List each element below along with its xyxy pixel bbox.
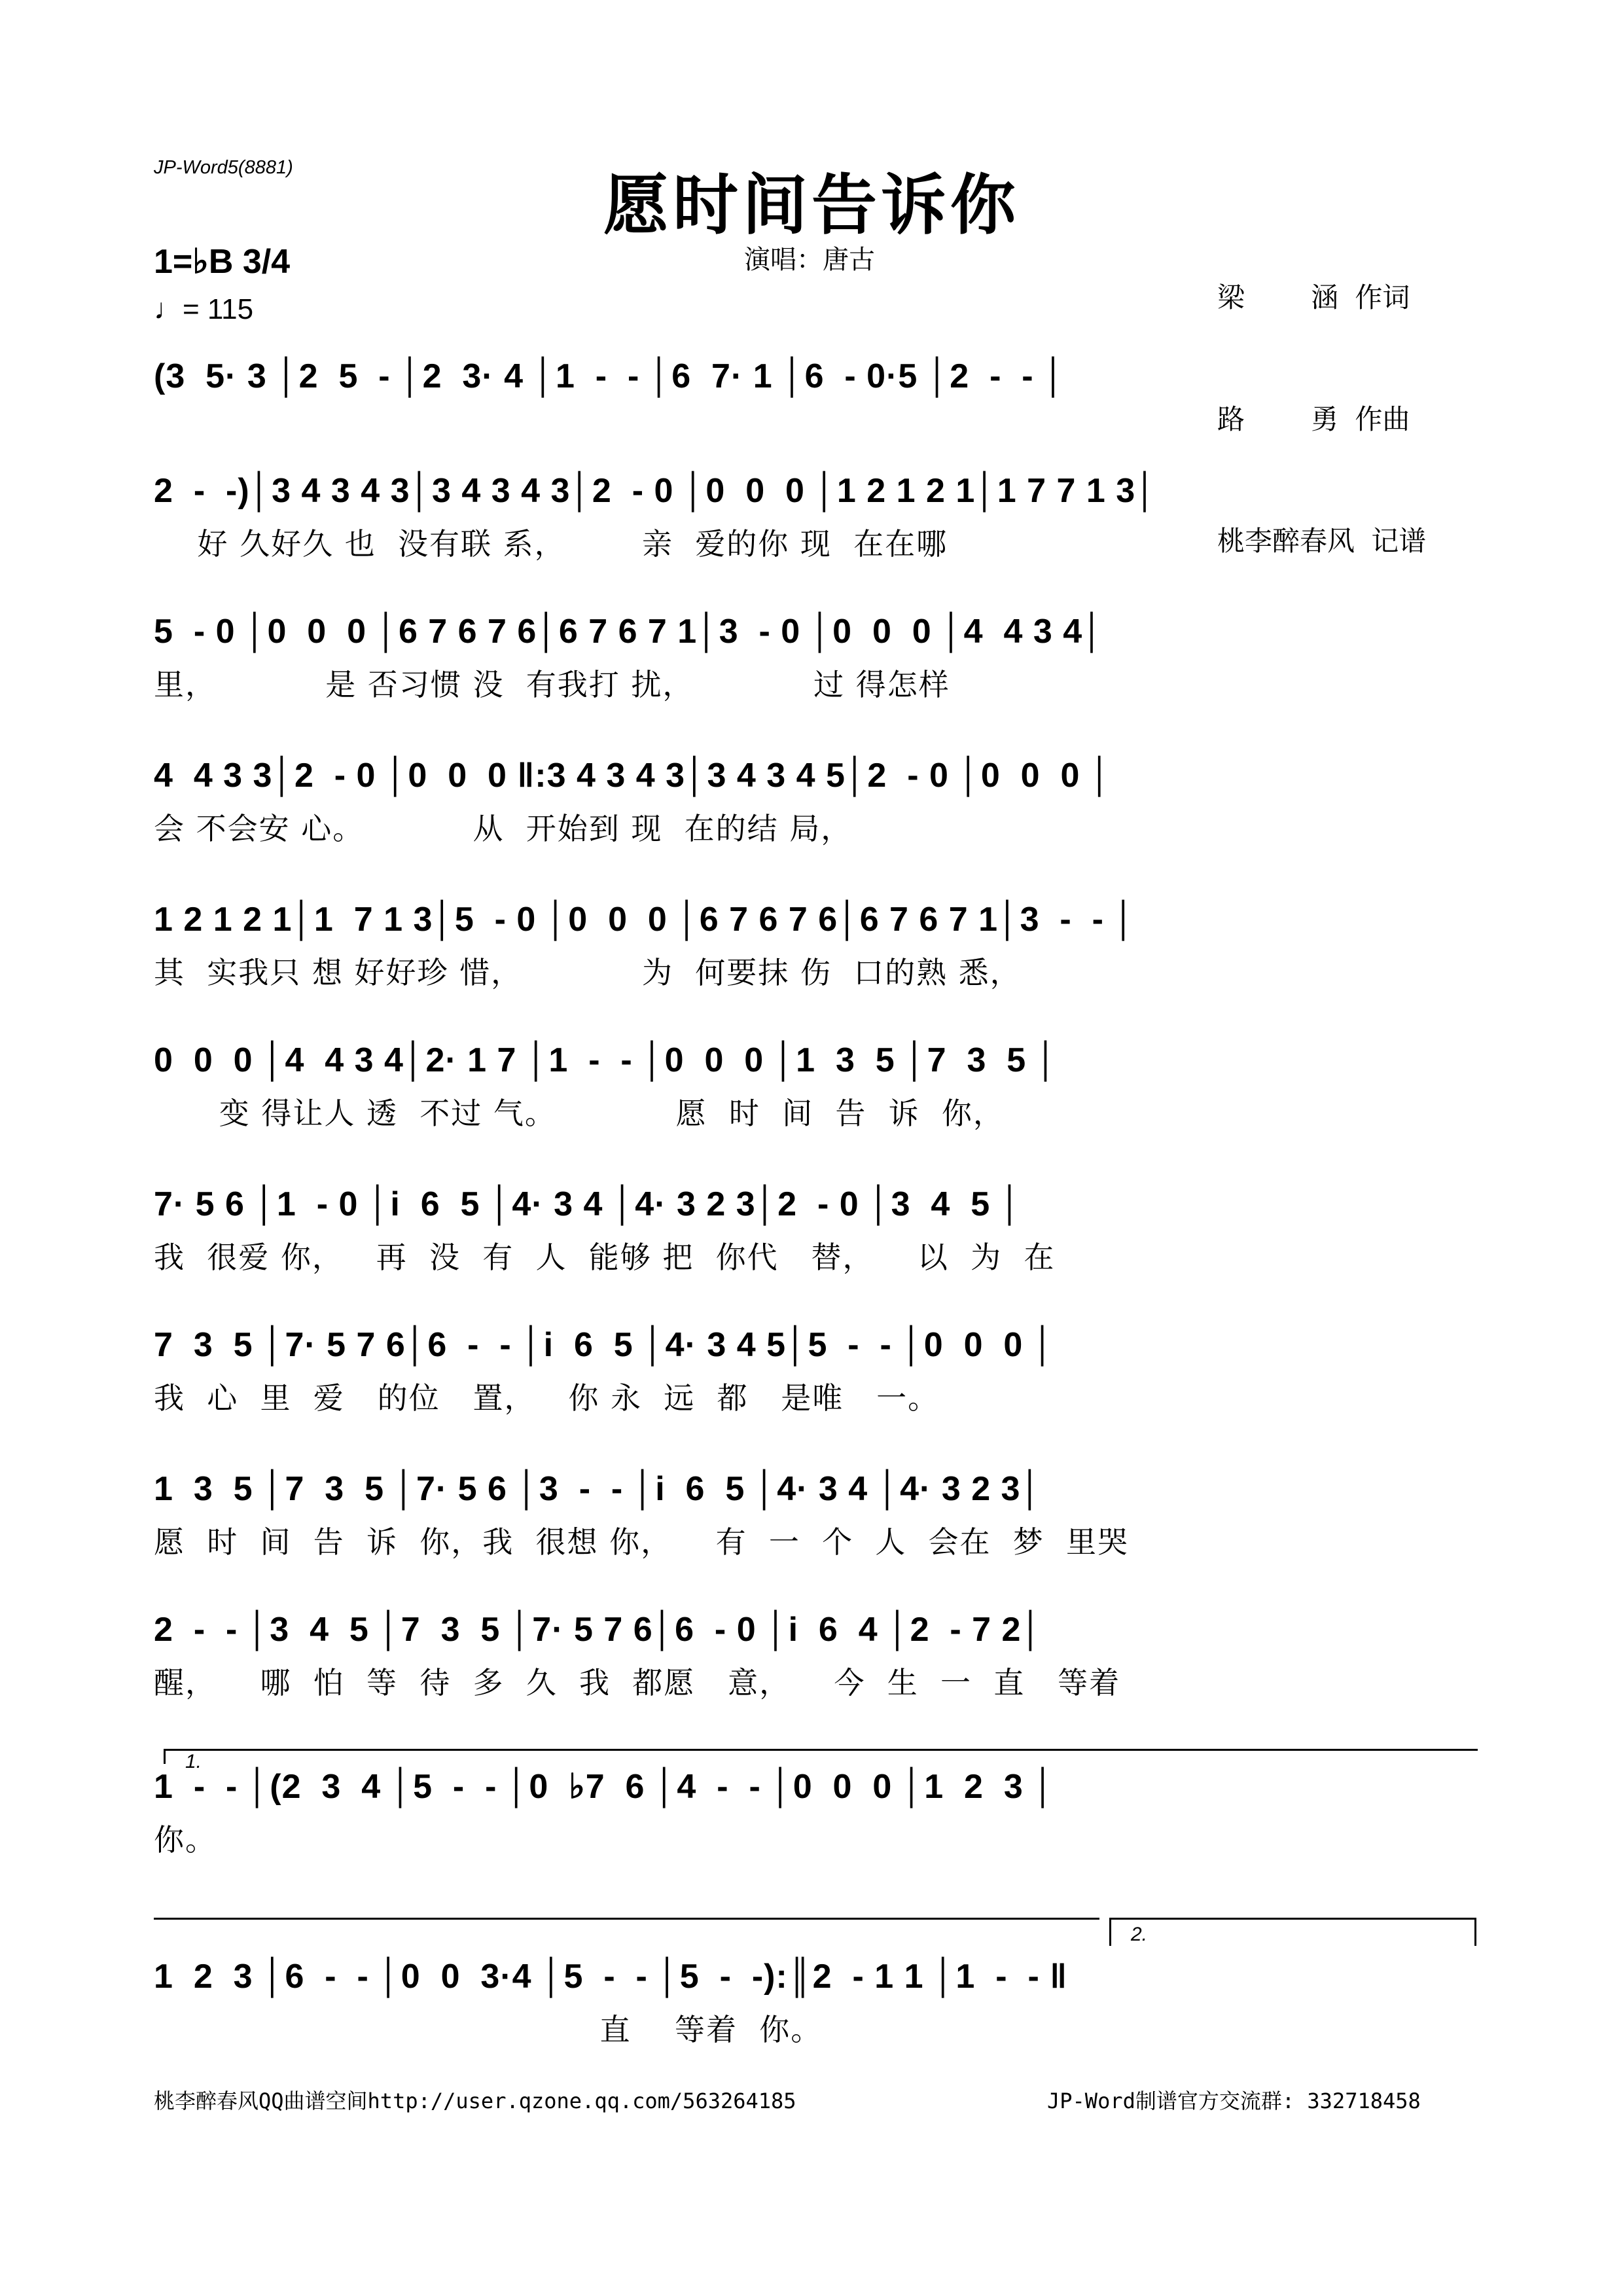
notation-row: 0 0 0 │4 4 3 4│2· 1 7 │1 - - │0 0 0 │1 3 5 │7 3 5 │ xyxy=(154,1041,1059,1079)
notation-row: 1 2 3 │6 - - │0 0 3·4 │5 - - │5 - -):║2 - 1 1 │1 - - ‖ xyxy=(154,1958,1068,1996)
lyrics-row: 会 不会安 心。 从 开始到 现 在的结 局， xyxy=(154,811,853,846)
page-title: 愿时间告诉你 xyxy=(603,167,1020,243)
volta-2-bracket xyxy=(1109,1918,1476,1946)
notation-row: 4 4 3 3│2 - 0 │0 0 0 ‖:3 4 3 4 3│3 4 3 4 5│2 - 0 │0 0 0 │ xyxy=(154,757,1113,795)
footer-source: 桃李醉春风QQ曲谱空间http://user.qzone.qq.com/563264185 xyxy=(154,2089,796,2113)
lyrics-row: 里， 是 否习惯 没 有我打 扰， 过 得怎样 xyxy=(154,667,950,702)
lyrics-row: 我 很爱 你， 再 没 有 人 能够 把 你代 替， 以 为 在 xyxy=(154,1240,1056,1275)
volta-1-bracket xyxy=(164,1749,1478,1772)
software-label: JP-Word5(8881) xyxy=(154,157,293,178)
lyrics-row: 你。 xyxy=(154,1822,217,1857)
lyrics-row: 醒， 哪 怕 等 待 多 久 我 都愿 意， 今 生 一 直 等着 xyxy=(154,1665,1121,1700)
notation-row: 7· 5 6 │1 - 0 │i 6 5 │4· 3 4 │4· 3 2 3│2 - 0 │3 4 5 │ xyxy=(154,1185,1023,1223)
notation-row: (3 5· 3 │2 5 - │2 3· 4 │1 - - │6 7· 1 │6 - 0·5 │2 - - │ xyxy=(154,357,1066,395)
notation-row: 1 3 5 │7 3 5 │7· 5 6 │3 - - │i 6 5 │4· 3 4 │4· 3 2 3│ xyxy=(154,1470,1043,1508)
lyrics-row: 我 心 里 爱 的位 置， 你 永 远 都 是唯 一。 xyxy=(154,1380,940,1416)
notation-row: 5 - 0 │0 0 0 │6 7 6 7 6│6 7 6 7 1│3 - 0 │0 0 0 │4 4 3 4│ xyxy=(154,613,1105,651)
singer-label: 演唱：唐古 xyxy=(744,245,875,275)
lyrics-row: 愿 时 间 告 诉 你，我 很想 你， 有 一 个 人 会在 梦 里哭 xyxy=(154,1524,1130,1560)
notation-row: 2 - -)│3 4 3 4 3│3 4 3 4 3│2 - 0 │0 0 0 │1 2 1 2 1│1 7 7 1 3│ xyxy=(154,472,1158,510)
volta-1-label: 1. xyxy=(185,1751,202,1772)
footer-group: JP-Word制谱官方交流群: 332718458 xyxy=(1047,2089,1421,2113)
lyricist-credit: 梁 涵 作词 xyxy=(1217,281,1410,314)
lyrics-row: 变 得让人 透 不过 气。 愿 时 间 告 诉 你， xyxy=(154,1096,1005,1131)
notation-row: 1 - - │(2 3 4 │5 - - │0 ♭7 6 │4 - - │0 0 0 │1 2 3 │ xyxy=(154,1768,1056,1806)
lyrics-row: 好 久好久 也 没有联 系， 亲 爱的你 现 在在哪 xyxy=(154,526,948,562)
notation-row: 7 3 5 │7· 5 7 6│6 - - │i 6 5 │4· 3 4 5│5 - - │0 0 0 │ xyxy=(154,1326,1056,1364)
score-system-line xyxy=(154,1918,1099,1920)
credits-block xyxy=(1217,196,1426,602)
notation-row: 1 2 1 2 1│1 7 1 3│5 - 0 │0 0 0 │6 7 6 7 6│6 7 6 7 1│3 - - │ xyxy=(154,901,1136,939)
lyrics-row: 直 等着 你。 xyxy=(154,2012,823,2047)
key-signature: 1=♭B 3/4 xyxy=(154,243,291,281)
tempo-marking: ♩= 115 xyxy=(154,293,254,325)
composer-credit: 路 勇 作曲 xyxy=(1217,403,1410,435)
transcriber-credit: 桃李醉春风 记谱 xyxy=(1217,525,1427,557)
lyrics-row: 其 实我只 想 好好珍 惜， 为 何要抹 伤 口的熟 悉， xyxy=(154,955,1022,990)
volta-2-label: 2. xyxy=(1131,1924,1148,1945)
notation-row: 2 - - │3 4 5 │7 3 5 │7· 5 7 6│6 - 0 │i 6 4 │2 - 7 2│ xyxy=(154,1611,1043,1649)
